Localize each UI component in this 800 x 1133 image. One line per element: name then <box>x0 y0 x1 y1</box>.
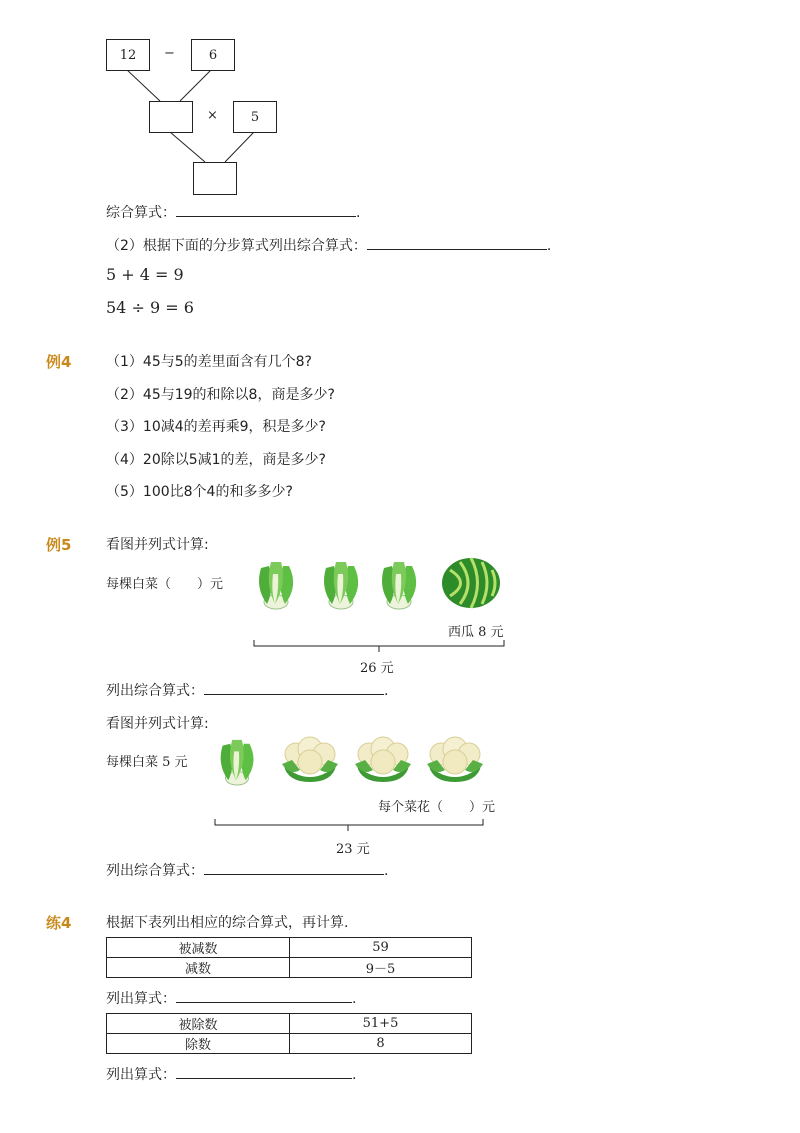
ex4-item-5: （5）100比8个4的和多多少? <box>106 484 293 500</box>
period: . <box>356 205 361 221</box>
example-5-label: 例5 <box>46 536 72 554</box>
table-row <box>107 938 472 958</box>
table-row <box>107 958 472 978</box>
answer-blank[interactable] <box>176 1064 352 1079</box>
tree-connector-lines <box>0 0 800 200</box>
table-row <box>107 1034 472 1054</box>
cauliflower-price-label: 每个菜花（ ）元 <box>378 800 496 815</box>
answer-blank[interactable] <box>176 202 356 217</box>
list-formula-label: 列出综合算式： <box>106 863 204 879</box>
part2-question <box>106 235 551 255</box>
watermelon-icon <box>440 556 502 610</box>
answer-blank[interactable] <box>204 680 384 695</box>
equation-2: 54 ÷ 9 = 6 <box>106 298 194 317</box>
example-4-label: 例4 <box>46 353 72 371</box>
practice-4-label: 练4 <box>46 914 72 932</box>
tree-operator-times: × <box>207 108 218 123</box>
cauliflower-icon <box>353 736 413 784</box>
table-cell: 被除数 <box>107 1014 290 1034</box>
list-line-2 <box>106 1064 356 1084</box>
equation-1: 5 + 4 = 9 <box>106 265 184 284</box>
total-brace-2 <box>211 817 491 833</box>
cabbage-icon <box>214 736 260 786</box>
cauliflower-icon <box>425 736 485 784</box>
table-cell: 减数 <box>107 958 290 978</box>
cabbage-icon <box>253 558 299 610</box>
table-row <box>107 1014 472 1034</box>
period: . <box>546 238 552 254</box>
table-cell: 被减数 <box>107 938 290 958</box>
cabbage-price-label-2: 每棵白菜 5 元 <box>106 755 188 770</box>
period: . <box>352 1067 357 1083</box>
table-cell: 8 <box>290 1034 472 1054</box>
tree-box-result[interactable] <box>193 162 237 195</box>
division-table <box>106 1013 472 1054</box>
subtraction-table <box>106 937 472 978</box>
combined-formula-label: 综合算式： <box>106 205 176 221</box>
list-formula-line-1 <box>106 680 388 700</box>
table-cell: 59 <box>290 938 472 958</box>
ex4-item-4: （4）20除以5减1的差，商是多少? <box>106 452 326 468</box>
total-price-1: 26 元 <box>360 661 394 676</box>
part2-text: （2）根据下面的分步算式列出综合算式： <box>106 238 367 254</box>
ex4-item-2: （2）45与19的和除以8，商是多少? <box>106 387 335 403</box>
table-cell: 9－5 <box>290 958 472 978</box>
answer-blank[interactable] <box>204 860 384 875</box>
tree-box-subtrahend: 6 <box>191 39 235 71</box>
period: . <box>384 683 389 699</box>
total-price-2: 23 元 <box>336 842 370 857</box>
list-label: 列出算式： <box>106 1067 176 1083</box>
tree-box-multiplier: 5 <box>233 101 277 133</box>
list-label: 列出算式： <box>106 991 176 1007</box>
practice4-instruction: 根据下表列出相应的综合算式，再计算. <box>106 915 349 931</box>
ex4-item-1: （1）45与5的差里面含有几个8? <box>106 354 312 370</box>
ex5-instruction-2: 看图并列式计算: <box>106 716 209 732</box>
tree-box-difference[interactable] <box>149 101 193 133</box>
ex5-instruction-1: 看图并列式计算: <box>106 537 209 553</box>
answer-blank[interactable] <box>367 235 547 250</box>
ex4-item-3: （3）10减4的差再乘9，积是多少? <box>106 419 326 435</box>
period: . <box>352 991 357 1007</box>
cauliflower-icon <box>280 736 340 784</box>
period: . <box>384 863 389 879</box>
table-cell: 除数 <box>107 1034 290 1054</box>
list-line-1 <box>106 988 356 1008</box>
watermelon-price-label: 西瓜 8 元 <box>448 625 504 640</box>
cabbage-icon <box>376 558 422 610</box>
total-brace-1 <box>250 638 510 654</box>
table-cell: 51+5 <box>290 1014 472 1034</box>
cabbage-icon <box>318 558 364 610</box>
combined-formula-line <box>106 202 360 222</box>
answer-blank[interactable] <box>176 988 352 1003</box>
cabbage-price-label: 每棵白菜（ ）元 <box>106 577 224 592</box>
list-formula-line-2 <box>106 860 388 880</box>
tree-operator-minus: − <box>164 46 175 61</box>
list-formula-label: 列出综合算式： <box>106 683 204 699</box>
tree-box-minuend: 12 <box>106 39 150 71</box>
